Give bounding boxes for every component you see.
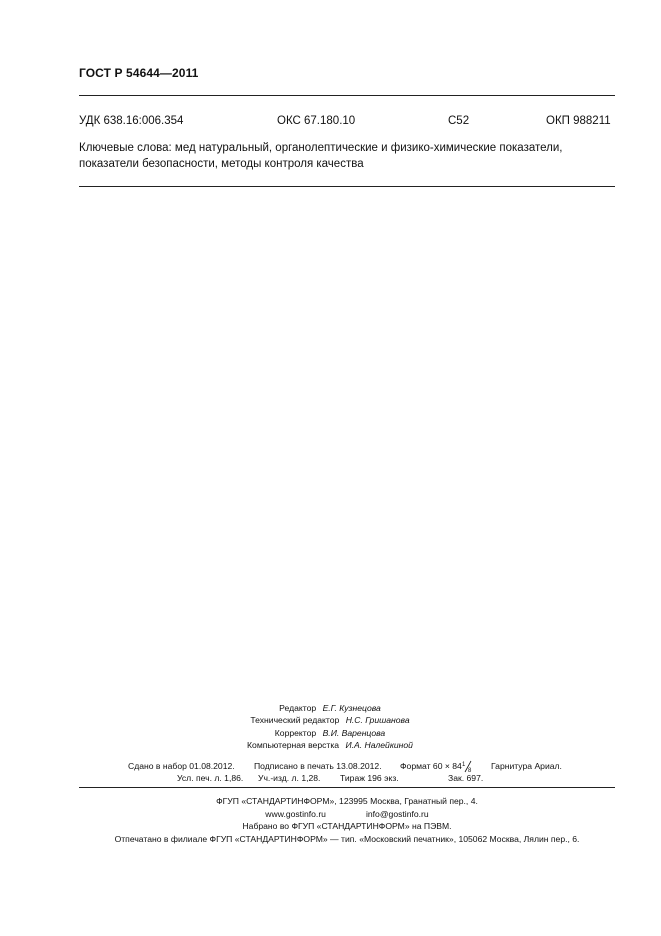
publisher-contacts [79, 808, 615, 821]
publisher-address: ФГУП «СТАНДАРТИНФОРМ», 123995 Москва, Гранатный пер., 4. [216, 796, 478, 806]
imprint-format [400, 761, 474, 771]
credit-person: В.И. Варенцова [322, 727, 386, 738]
svg-text:8: 8 [467, 768, 472, 773]
keywords-text: мед натуральный, органолептические и физико-химические показатели, показатели безопасности, методы контроля качества [79, 142, 563, 170]
imprint-signed: Подписано в печать 13.08.2012. [254, 761, 382, 771]
typeset-note: Набрано во ФГУП «СТАНДАРТИНФОРМ» на ПЭВМ. [242, 821, 452, 831]
credit-proofreader [180, 727, 480, 739]
imprint-print-sheets: Усл. печ. л. 1,86. [177, 773, 244, 783]
credit-person: И.А. Налейкиной [345, 739, 413, 750]
udk-code: УДК 638.16:006.354 [79, 115, 184, 127]
imprint-format-text: Формат 60 × 84 [400, 761, 462, 771]
credit-role: Компьютерная верстка [247, 739, 340, 750]
credit-person: Е.Г. Кузнецова [322, 703, 381, 713]
keywords-paragraph [79, 140, 619, 172]
okp-code: ОКП 988211 [546, 115, 611, 127]
credit-role: Корректор [274, 727, 317, 738]
imprint-run: Тираж 196 экз. [340, 773, 399, 783]
imprint-font: Гарнитура Ариал. [491, 761, 562, 771]
credit-role: Технический редактор [250, 715, 340, 726]
fraction-one-eighth [462, 761, 474, 771]
top-divider [79, 95, 615, 96]
imprint-order: Зак. 697. [448, 773, 484, 783]
printed-note: Отпечатано в филиале ФГУП «СТАНДАРТИНФОРМ» — тип. «Московский печатник», 105062 Москва, Лялин пер., 6. [114, 833, 580, 844]
imprint-pub-sheets: Уч.-изд. л. 1,28. [258, 773, 321, 783]
keywords-label: Ключевые слова: [79, 142, 172, 154]
credit-layout [180, 739, 480, 751]
group-code: С52 [448, 115, 470, 127]
credit-editor [180, 702, 480, 714]
imprint-submitted: Сдано в набор 01.08.2012. [128, 761, 235, 771]
credit-person: Н.С. Гришанова [345, 715, 410, 726]
document-code: ГОСТ Р 54644—2011 [79, 66, 199, 80]
credits-block [180, 702, 480, 751]
credit-tech-editor [180, 714, 480, 726]
publisher-website: www.gostinfo.ru [265, 808, 326, 819]
imprint-divider [79, 787, 615, 788]
credit-role: Редактор [279, 703, 317, 713]
oks-code: ОКС 67.180.10 [277, 115, 356, 127]
svg-text:1: 1 [461, 762, 466, 768]
keywords-divider [79, 186, 615, 187]
publisher-footer [79, 795, 615, 845]
publisher-email: info@gostinfo.ru [365, 808, 429, 819]
